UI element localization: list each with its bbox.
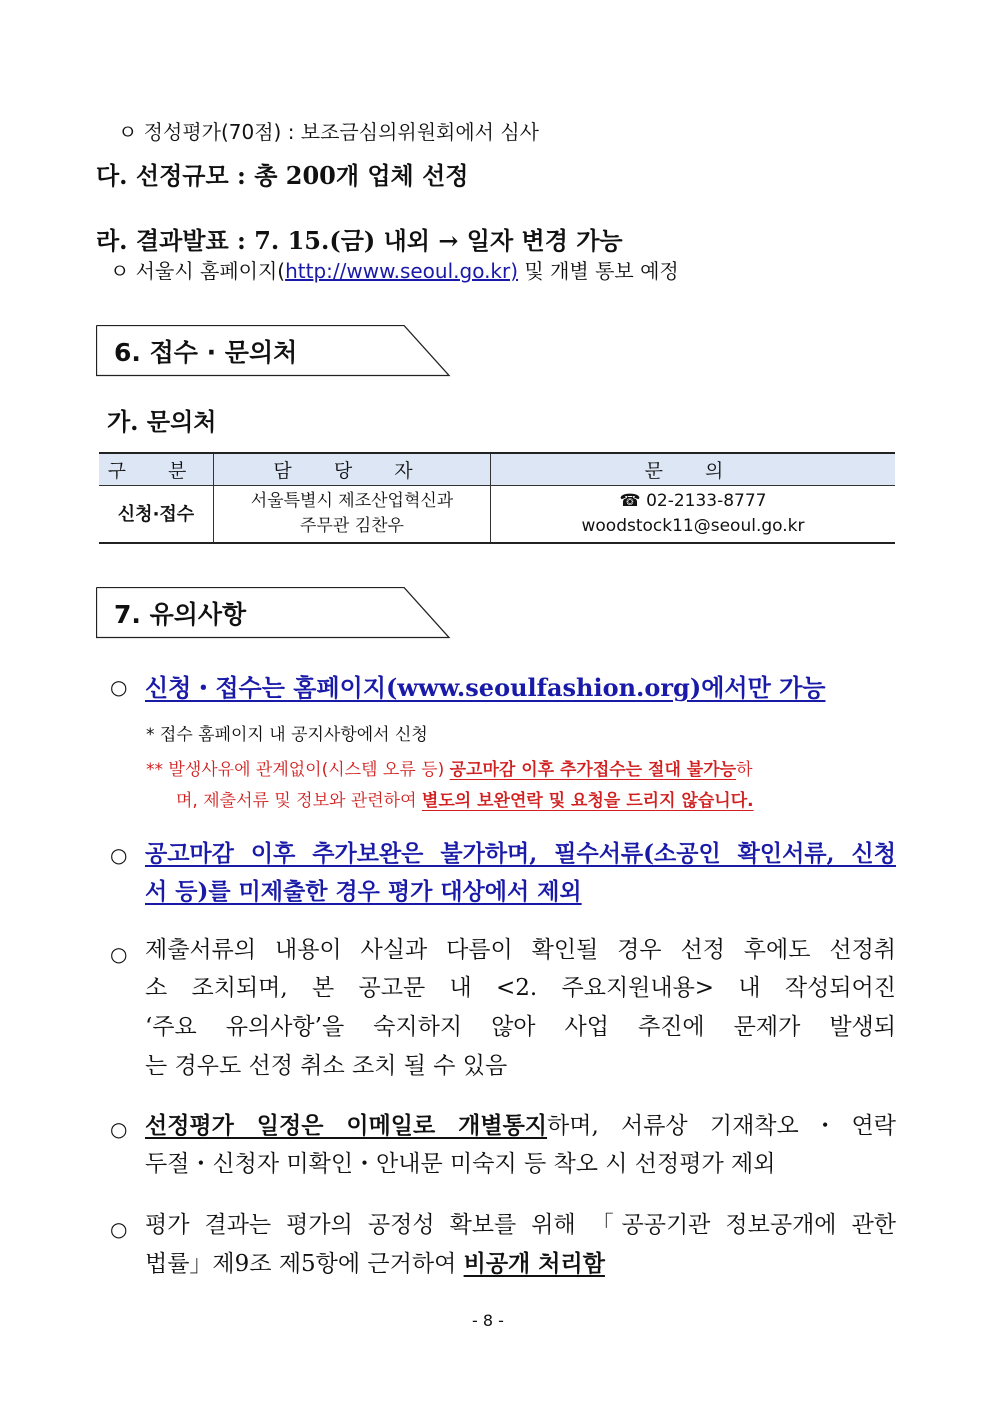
- contact-table: [99, 452, 895, 544]
- contact-subtitle: 가. 문의처: [107, 407, 217, 436]
- note-2-part-a: ** 발생사유에 관계없이(시스템 오류 등): [146, 760, 450, 780]
- note-2-part-b: 공고마감 이후 추가접수는 절대 불가능: [449, 760, 737, 780]
- note-2-part-e: 별도의 보완연락 및 요청을 드리지 않습니다.: [421, 791, 754, 811]
- notice-item-4-line-2: 두절・신청자 미확인・안내문 미숙지 등 착오 시 선정평가 제외: [145, 1151, 776, 1177]
- person-name: 주무관 김찬우: [300, 516, 404, 536]
- notice-item-3-line-1: 제출서류의 내용이 사실과 다름이 확인될 경우 선정 후에도 선정취: [145, 937, 896, 963]
- seoul-homepage-link[interactable]: http://www.seoul.go.kr): [285, 259, 519, 283]
- table-header-row: [99, 453, 895, 486]
- bullet-icon: ○: [110, 843, 128, 867]
- notice-suffix: 및 개별 통보 예정: [518, 259, 679, 283]
- row-category: 신청·접수: [99, 486, 214, 544]
- result-announcement: 라. 결과발표 : 7. 15.(금) 내외 → 일자 변경 가능: [96, 226, 623, 255]
- section-7-title: 7. 유의사항: [114, 600, 247, 629]
- eval-qualitative: ㅇ 정성평가(70점) : 보조금심의위원회에서 심사: [118, 120, 539, 144]
- item-5-rest: 법률」제9조 제5항에 근거하여: [145, 1251, 464, 1277]
- header-person: 담 당 자: [214, 453, 491, 486]
- notice-item-3-line-2: 소 조치되며, 본 공고문 내 <2. 주요지원내용> 내 작성되어진: [145, 975, 896, 1001]
- page-number: - 8 -: [472, 1311, 504, 1330]
- row-person: [214, 486, 491, 544]
- contact-phone: ☎ 02-2133-8777: [619, 491, 767, 511]
- notice-item-2-line-1: 공고마감 이후 추가보완은 불가하며, 필수서류(소공인 확인서류, 신청: [145, 840, 896, 867]
- result-notice: [110, 255, 679, 284]
- header-category: 구 분: [99, 453, 214, 486]
- item-5-highlight: 비공개 처리함: [463, 1250, 605, 1277]
- item-4-highlight: 선정평가 일정은 이메일로 개별통지: [145, 1112, 548, 1139]
- notice-item-3-line-3: ‘주요 유의사항’을 숙지하지 않아 사업 추진에 문제가 발생되: [145, 1014, 896, 1040]
- notice-item-5-line-2: [145, 1245, 605, 1278]
- person-department: 서울특별시 제조산업혁신과: [250, 491, 454, 511]
- notice-item-1-note-1: * 접수 홈페이지 내 공지사항에서 신청: [146, 725, 428, 745]
- notice-item-5-line-1: 평가 결과는 평가의 공정성 확보를 위해 「공공기관 정보공개에 관한: [145, 1212, 896, 1238]
- notice-item-3-line-4: 는 경우도 선정 취소 조치 될 수 있음: [145, 1053, 508, 1079]
- notice-item-2-line-2: 서 등)를 미제출한 경우 평가 대상에서 제외: [145, 878, 582, 905]
- notice-item-1: 신청・접수는 홈페이지(www.seoulfashion.org)에서만 가능: [145, 673, 826, 702]
- notice-prefix: ㅇ 서울시 홈페이지(: [110, 259, 286, 283]
- note-2-part-d: 며, 제출서류 및 정보와 관련하여: [176, 791, 422, 811]
- table-row: [99, 486, 895, 544]
- section-6-title: 6. 접수 · 문의처: [114, 338, 298, 367]
- note-2-part-c: 하: [736, 760, 753, 780]
- item-4-rest: 하며, 서류상 기재착오・연락: [547, 1113, 896, 1139]
- row-contact: [491, 486, 896, 544]
- selection-scale: 다. 선정규모 : 총 200개 업체 선정: [96, 161, 469, 190]
- bullet-icon: ○: [110, 942, 128, 966]
- notice-item-1-note-2: [146, 755, 898, 780]
- bullet-icon: ○: [110, 1117, 128, 1141]
- notice-item-1-note-2-cont: [176, 786, 754, 811]
- bullet-icon: ○: [110, 1217, 128, 1241]
- contact-email[interactable]: woodstock11@seoul.go.kr: [581, 516, 805, 536]
- header-inquiry: 문 의: [491, 453, 896, 486]
- section-7-header: [96, 587, 450, 637]
- notice-item-4-line-1: [145, 1106, 896, 1146]
- bullet-icon: ○: [110, 675, 128, 699]
- section-6-header: [96, 325, 450, 375]
